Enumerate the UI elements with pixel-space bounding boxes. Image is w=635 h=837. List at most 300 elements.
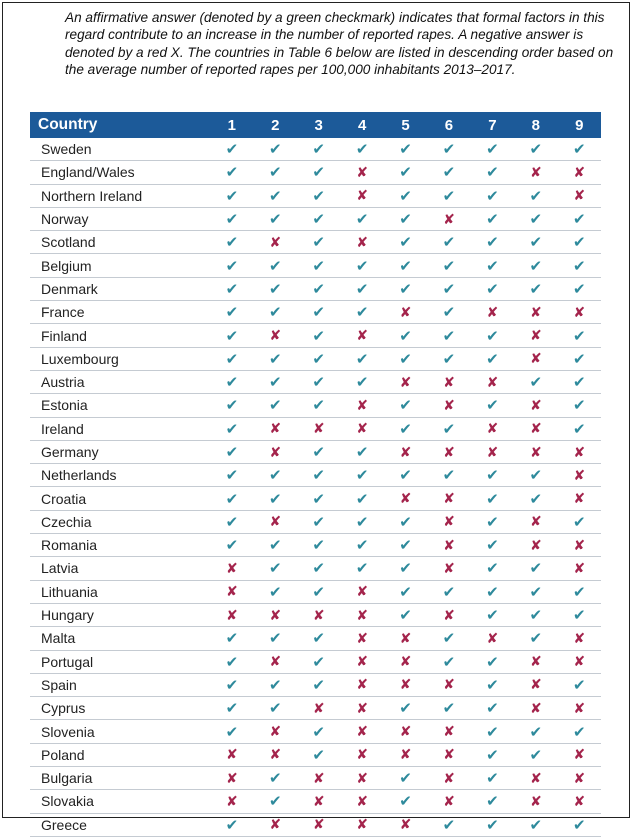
factor-cell — [210, 394, 253, 417]
green-checkmark-icon: ✔ — [572, 211, 586, 229]
factor-cell — [427, 440, 470, 463]
factor-cell — [514, 254, 557, 277]
red-x-icon: ✘ — [356, 327, 368, 344]
green-checkmark-icon: ✔ — [355, 467, 369, 485]
factor-cell — [471, 534, 514, 557]
red-x-icon: ✘ — [356, 816, 368, 833]
red-x-icon: ✘ — [312, 769, 325, 786]
factor-cell — [384, 650, 427, 673]
green-checkmark-icon: ✔ — [355, 374, 369, 392]
factor-cell — [297, 184, 340, 207]
red-x-icon: ✘ — [399, 676, 412, 693]
factor-cell — [340, 184, 383, 207]
factors-table — [30, 112, 601, 837]
factor-cell — [427, 487, 470, 510]
factor-cell — [514, 743, 557, 766]
factor-cell — [340, 417, 383, 440]
factor-cell — [210, 417, 253, 440]
factor-cell — [254, 207, 297, 230]
factor-cell — [427, 347, 470, 370]
country-name: Croatia — [30, 487, 210, 510]
green-checkmark-icon: ✔ — [442, 257, 456, 275]
green-checkmark-icon: ✔ — [572, 607, 586, 625]
red-x-icon: ✘ — [443, 676, 455, 693]
red-x-icon: ✘ — [399, 723, 412, 740]
factor-cell — [297, 510, 340, 533]
country-name: England/Wales — [30, 161, 210, 184]
factor-cell — [471, 254, 514, 277]
factor-cell — [514, 697, 557, 720]
factor-cell — [210, 673, 253, 696]
factor-cell — [384, 464, 427, 487]
factor-cell — [254, 603, 297, 626]
red-x-icon: ✘ — [529, 513, 542, 530]
green-checkmark-icon: ✔ — [268, 211, 282, 229]
green-checkmark-icon: ✔ — [529, 607, 543, 625]
red-x-icon: ✘ — [269, 653, 282, 670]
factor-cell — [384, 138, 427, 161]
country-name: Latvia — [30, 557, 210, 580]
factor-cell — [297, 301, 340, 324]
green-checkmark-icon: ✔ — [399, 513, 412, 531]
red-x-icon: ✘ — [486, 629, 499, 646]
factor-cell — [384, 184, 427, 207]
factor-cell — [254, 277, 297, 300]
factor-cell — [340, 534, 383, 557]
green-checkmark-icon: ✔ — [486, 350, 499, 368]
factor-cell — [297, 464, 340, 487]
red-x-icon: ✘ — [573, 536, 586, 553]
red-x-icon: ✘ — [269, 513, 282, 530]
factor-cell — [514, 370, 557, 393]
factor-cell — [297, 697, 340, 720]
green-checkmark-icon: ✔ — [529, 467, 543, 485]
factor-cell — [210, 370, 253, 393]
factor-cell — [471, 207, 514, 230]
factor-cell — [514, 347, 557, 370]
green-checkmark-icon: ✔ — [486, 700, 499, 718]
table-row — [30, 697, 601, 720]
factor-cell — [254, 347, 297, 370]
green-checkmark-icon: ✔ — [486, 723, 499, 741]
red-x-icon: ✘ — [529, 792, 542, 809]
green-checkmark-icon: ✔ — [268, 164, 282, 182]
green-checkmark-icon: ✔ — [442, 583, 456, 601]
factor-cell — [384, 254, 427, 277]
green-checkmark-icon: ✔ — [312, 560, 325, 578]
factor-cell — [297, 557, 340, 580]
green-checkmark-icon: ✔ — [442, 467, 456, 485]
green-checkmark-icon: ✔ — [486, 490, 499, 508]
factor-cell — [514, 534, 557, 557]
factor-cell — [514, 720, 557, 743]
factor-cell — [340, 790, 383, 813]
green-checkmark-icon: ✔ — [225, 397, 239, 415]
factor-cell — [558, 557, 601, 580]
factor-cell — [514, 301, 557, 324]
factor-cell — [340, 301, 383, 324]
factor-cell — [340, 394, 383, 417]
factor-cell — [558, 767, 601, 790]
green-checkmark-icon: ✔ — [442, 816, 456, 834]
green-checkmark-icon: ✔ — [225, 630, 239, 648]
factor-cell — [427, 790, 470, 813]
green-checkmark-icon: ✔ — [312, 304, 325, 322]
country-name: Germany — [30, 440, 210, 463]
factor-cell — [254, 231, 297, 254]
factor-cell — [427, 464, 470, 487]
table-row — [30, 277, 601, 300]
red-x-icon: ✘ — [443, 792, 455, 809]
green-checkmark-icon: ✔ — [442, 653, 456, 671]
factor-cell — [471, 464, 514, 487]
factor-cell — [558, 138, 601, 161]
factor-cell — [210, 697, 253, 720]
country-name: Greece — [30, 813, 210, 836]
red-x-icon: ✘ — [312, 699, 325, 716]
factor-cell — [558, 580, 601, 603]
factor-cell — [254, 557, 297, 580]
factor-cell — [558, 650, 601, 673]
red-x-icon: ✘ — [573, 559, 586, 576]
green-checkmark-icon: ✔ — [312, 350, 325, 368]
green-checkmark-icon: ✔ — [486, 187, 499, 205]
green-checkmark-icon: ✔ — [529, 234, 543, 252]
green-checkmark-icon: ✔ — [572, 257, 586, 275]
green-checkmark-icon: ✔ — [399, 164, 412, 182]
table-row — [30, 417, 601, 440]
factor-cell — [297, 673, 340, 696]
country-column-header: Country — [30, 112, 210, 138]
green-checkmark-icon: ✔ — [312, 490, 325, 508]
red-x-icon: ✘ — [529, 699, 542, 716]
green-checkmark-icon: ✔ — [355, 141, 369, 159]
factor-cell — [384, 510, 427, 533]
factor-cell — [471, 231, 514, 254]
factor-cell — [558, 231, 601, 254]
red-x-icon: ✘ — [356, 653, 368, 670]
factor-cell — [558, 301, 601, 324]
factor-cell — [297, 254, 340, 277]
factor-cell — [384, 301, 427, 324]
country-name: Sweden — [30, 138, 210, 161]
red-x-icon: ✘ — [356, 629, 368, 646]
green-checkmark-icon: ✔ — [355, 350, 369, 368]
table-row — [30, 580, 601, 603]
red-x-icon: ✘ — [312, 816, 325, 833]
factor-cell — [384, 231, 427, 254]
factor-cell — [471, 394, 514, 417]
country-name: Slovakia — [30, 790, 210, 813]
table-row — [30, 487, 601, 510]
green-checkmark-icon: ✔ — [225, 280, 239, 298]
red-x-icon: ✘ — [399, 490, 412, 507]
factor-cell — [254, 487, 297, 510]
factor-cell — [384, 580, 427, 603]
red-x-icon: ✘ — [225, 746, 238, 763]
red-x-icon: ✘ — [443, 490, 455, 507]
factor-cell — [558, 440, 601, 463]
red-x-icon: ✘ — [529, 163, 542, 180]
factor-cell — [210, 161, 253, 184]
green-checkmark-icon: ✔ — [529, 583, 543, 601]
factor-cell — [427, 184, 470, 207]
green-checkmark-icon: ✔ — [268, 187, 282, 205]
factor-cell — [210, 138, 253, 161]
red-x-icon: ✘ — [443, 373, 455, 390]
factor-cell — [384, 370, 427, 393]
green-checkmark-icon: ✔ — [312, 374, 325, 392]
green-checkmark-icon: ✔ — [268, 304, 282, 322]
factor-cell — [384, 417, 427, 440]
factor-cell — [210, 487, 253, 510]
factor-cell — [210, 743, 253, 766]
green-checkmark-icon: ✔ — [225, 211, 239, 229]
red-x-icon: ✘ — [529, 653, 542, 670]
green-checkmark-icon: ✔ — [268, 397, 282, 415]
green-checkmark-icon: ✔ — [442, 280, 456, 298]
table-row — [30, 301, 601, 324]
green-checkmark-icon: ✔ — [225, 513, 239, 531]
factor-cell — [340, 743, 383, 766]
factor-cell — [340, 673, 383, 696]
factor-cell — [340, 580, 383, 603]
red-x-icon: ✘ — [356, 606, 368, 623]
factor-cell — [427, 161, 470, 184]
factor-cell — [340, 697, 383, 720]
factor-cell — [558, 603, 601, 626]
factor-cell — [297, 347, 340, 370]
factor-cell — [384, 557, 427, 580]
factor-cell — [514, 138, 557, 161]
green-checkmark-icon: ✔ — [399, 397, 412, 415]
factor-cell — [254, 138, 297, 161]
factor-cell — [514, 324, 557, 347]
green-checkmark-icon: ✔ — [572, 513, 586, 531]
factor-cell — [254, 440, 297, 463]
factor-cell — [558, 254, 601, 277]
factor-cell — [340, 207, 383, 230]
green-checkmark-icon: ✔ — [486, 537, 499, 555]
red-x-icon: ✘ — [399, 746, 412, 763]
country-name: Spain — [30, 673, 210, 696]
factor-cell — [297, 603, 340, 626]
factor-cell — [340, 767, 383, 790]
factor-cell — [297, 767, 340, 790]
table-row — [30, 627, 601, 650]
factor-cell — [340, 161, 383, 184]
factor-cell — [210, 580, 253, 603]
country-name: Lithuania — [30, 580, 210, 603]
factor-cell — [297, 161, 340, 184]
factor-cell — [254, 394, 297, 417]
table-row — [30, 370, 601, 393]
factor-cell — [558, 394, 601, 417]
factor-cell — [210, 813, 253, 836]
factor-cell — [210, 790, 253, 813]
red-x-icon: ✘ — [399, 303, 412, 320]
factor-cell — [384, 697, 427, 720]
factor-cell — [427, 394, 470, 417]
factor-cell — [558, 534, 601, 557]
green-checkmark-icon: ✔ — [268, 141, 282, 159]
factor-cell — [384, 603, 427, 626]
country-name: Denmark — [30, 277, 210, 300]
factor-cell — [210, 207, 253, 230]
factor-cell — [254, 697, 297, 720]
factor-cell — [210, 557, 253, 580]
factor-cell — [254, 813, 297, 836]
factor-cell — [427, 417, 470, 440]
red-x-icon: ✘ — [312, 420, 325, 437]
table-row — [30, 673, 601, 696]
table-row — [30, 790, 601, 813]
green-checkmark-icon: ✔ — [225, 653, 239, 671]
factor-cell — [427, 254, 470, 277]
green-checkmark-icon: ✔ — [572, 350, 586, 368]
red-x-icon: ✘ — [443, 536, 455, 553]
green-checkmark-icon: ✔ — [312, 630, 325, 648]
factor-cell — [514, 557, 557, 580]
green-checkmark-icon: ✔ — [268, 280, 282, 298]
country-name: Cyprus — [30, 697, 210, 720]
green-checkmark-icon: ✔ — [355, 211, 369, 229]
green-checkmark-icon: ✔ — [225, 304, 239, 322]
country-name: Austria — [30, 370, 210, 393]
green-checkmark-icon: ✔ — [312, 746, 325, 764]
factor-cell — [558, 487, 601, 510]
red-x-icon: ✘ — [399, 373, 412, 390]
factor-cell — [254, 464, 297, 487]
red-x-icon: ✘ — [356, 583, 368, 600]
green-checkmark-icon: ✔ — [529, 280, 543, 298]
factor-cell — [471, 510, 514, 533]
red-x-icon: ✘ — [269, 327, 282, 344]
green-checkmark-icon: ✔ — [486, 234, 499, 252]
factor-cell — [427, 627, 470, 650]
factor-cell — [210, 301, 253, 324]
red-x-icon: ✘ — [573, 163, 586, 180]
country-name: Slovenia — [30, 720, 210, 743]
factor-cell — [340, 603, 383, 626]
green-checkmark-icon: ✔ — [225, 164, 239, 182]
factor-cell — [384, 743, 427, 766]
country-name: Czechia — [30, 510, 210, 533]
green-checkmark-icon: ✔ — [312, 280, 325, 298]
country-name: Estonia — [30, 394, 210, 417]
factor-cell — [514, 627, 557, 650]
green-checkmark-icon: ✔ — [399, 234, 412, 252]
factor-cell — [471, 161, 514, 184]
factor-cell — [384, 347, 427, 370]
green-checkmark-icon: ✔ — [486, 211, 499, 229]
green-checkmark-icon: ✔ — [486, 770, 499, 788]
green-checkmark-icon: ✔ — [312, 583, 325, 601]
green-checkmark-icon: ✔ — [486, 257, 499, 275]
factor-cell — [558, 277, 601, 300]
green-checkmark-icon: ✔ — [529, 560, 543, 578]
green-checkmark-icon: ✔ — [355, 490, 369, 508]
factor-cell — [210, 627, 253, 650]
red-x-icon: ✘ — [269, 233, 282, 250]
table-body — [30, 138, 601, 836]
green-checkmark-icon: ✔ — [312, 444, 325, 461]
factor-cell — [384, 487, 427, 510]
green-checkmark-icon: ✔ — [529, 257, 543, 275]
factor-cell — [558, 347, 601, 370]
red-x-icon: ✘ — [573, 187, 586, 204]
country-name: Ireland — [30, 417, 210, 440]
green-checkmark-icon: ✔ — [268, 793, 282, 811]
factor-cell — [384, 534, 427, 557]
country-name: Scotland — [30, 231, 210, 254]
factor-cell — [210, 767, 253, 790]
factor-cell — [471, 324, 514, 347]
red-x-icon: ✘ — [269, 746, 282, 763]
factor-column-header: 2 — [254, 112, 297, 138]
green-checkmark-icon: ✔ — [399, 350, 412, 368]
green-checkmark-icon: ✔ — [486, 583, 499, 601]
factor-column-header: 1 — [210, 112, 253, 138]
red-x-icon: ✘ — [486, 443, 499, 460]
green-checkmark-icon: ✔ — [312, 187, 325, 205]
green-checkmark-icon: ✔ — [572, 583, 586, 601]
green-checkmark-icon: ✔ — [312, 141, 325, 159]
country-name: Romania — [30, 534, 210, 557]
factor-cell — [254, 627, 297, 650]
red-x-icon: ✘ — [269, 443, 282, 460]
red-x-icon: ✘ — [312, 606, 325, 623]
country-name: Luxembourg — [30, 347, 210, 370]
country-name: Poland — [30, 743, 210, 766]
factor-cell — [514, 277, 557, 300]
factor-cell — [384, 161, 427, 184]
red-x-icon: ✘ — [356, 723, 368, 740]
red-x-icon: ✘ — [356, 746, 368, 763]
factor-cell — [558, 324, 601, 347]
factor-cell — [297, 627, 340, 650]
green-checkmark-icon: ✔ — [399, 537, 412, 555]
factor-cell — [384, 207, 427, 230]
factor-cell — [514, 790, 557, 813]
factor-cell — [471, 650, 514, 673]
green-checkmark-icon: ✔ — [486, 746, 499, 764]
factor-cell — [427, 673, 470, 696]
factor-cell — [254, 720, 297, 743]
factor-cell — [558, 627, 601, 650]
factor-cell — [514, 487, 557, 510]
green-checkmark-icon: ✔ — [225, 723, 239, 741]
factor-cell — [340, 464, 383, 487]
factor-cell — [297, 790, 340, 813]
red-x-icon: ✘ — [399, 443, 412, 460]
factor-column-header: 4 — [340, 112, 383, 138]
factor-cell — [340, 487, 383, 510]
green-checkmark-icon: ✔ — [399, 327, 412, 345]
factor-cell — [297, 487, 340, 510]
green-checkmark-icon: ✔ — [355, 537, 369, 555]
green-checkmark-icon: ✔ — [486, 653, 499, 671]
red-x-icon: ✘ — [356, 699, 368, 716]
factor-cell — [514, 673, 557, 696]
red-x-icon: ✘ — [573, 629, 586, 646]
green-checkmark-icon: ✔ — [399, 583, 412, 601]
factor-cell — [254, 510, 297, 533]
factor-cell — [340, 720, 383, 743]
green-checkmark-icon: ✔ — [529, 816, 543, 834]
factor-cell — [427, 603, 470, 626]
green-checkmark-icon: ✔ — [529, 211, 543, 229]
